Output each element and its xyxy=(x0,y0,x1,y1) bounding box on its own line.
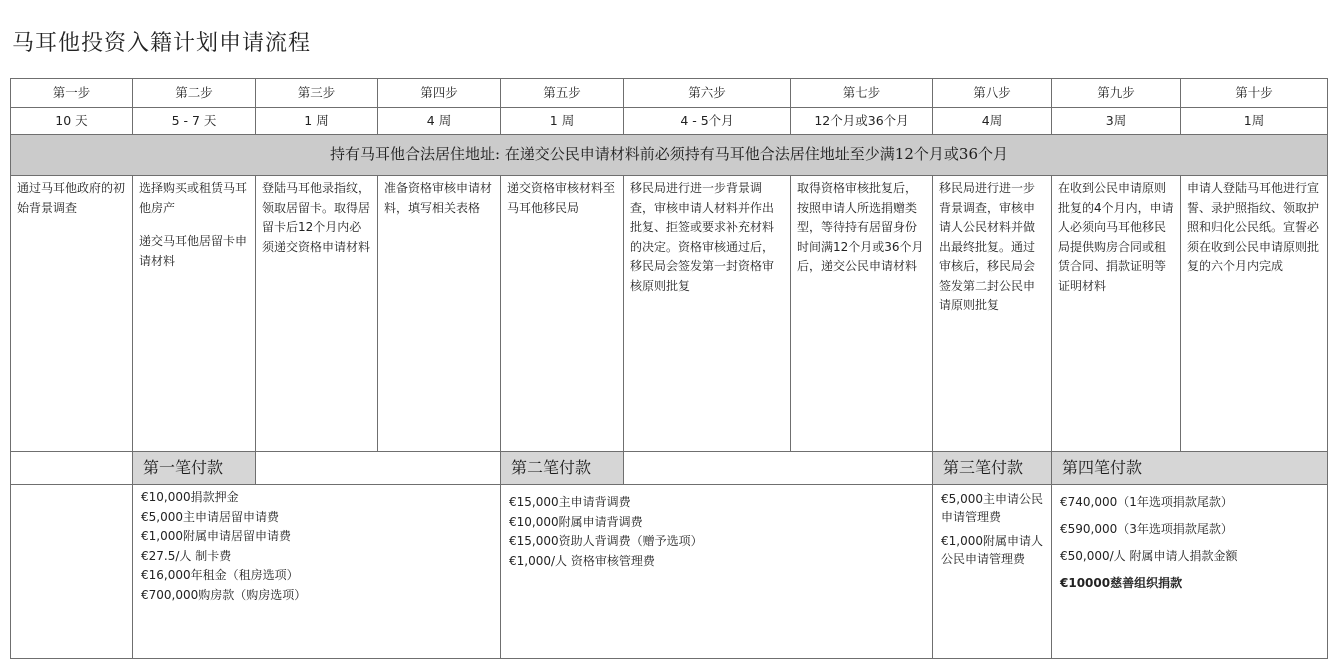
step-6-label: 第六步 xyxy=(624,79,791,108)
payment-4-item: €10000慈善组织捐款 xyxy=(1060,576,1183,590)
process-table xyxy=(10,78,1327,659)
payment-1-item: €5,000主申请居留申请费 xyxy=(141,509,279,524)
step-4-desc xyxy=(378,176,501,452)
step-2-desc xyxy=(133,176,256,452)
payment-4-label: 第四笔付款 xyxy=(1052,452,1328,485)
payment-1-details xyxy=(133,485,501,659)
step-8-duration: 4周 xyxy=(933,108,1052,135)
step-2-duration: 5 - 7 天 xyxy=(133,108,256,135)
step-7-label: 第七步 xyxy=(791,79,933,108)
payment-3-label: 第三笔付款 xyxy=(933,452,1052,485)
payment-1-label: 第一笔付款 xyxy=(133,452,256,485)
step-3-duration: 1 周 xyxy=(256,108,378,135)
payment-header-blank xyxy=(256,452,501,485)
payment-1-item: €700,000购房款（购房选项） xyxy=(141,587,307,602)
payment-header-blank xyxy=(624,452,933,485)
description-row xyxy=(11,176,1328,452)
residence-banner-row xyxy=(11,135,1328,176)
step-10-desc xyxy=(1181,176,1328,452)
payment-2-item: €1,000/人 资格审核管理费 xyxy=(509,553,655,568)
step-9-desc-text: 在收到公民申请原则批复的4个月内，申请人必须向马耳他移民局提供购房合同或租赁合同、捐款证明等证明材料 xyxy=(1058,181,1174,293)
step-8-desc-text: 移民局进行进一步背景调查，审核申请人公民材料并做出最终批复。通过审核后，移民局会签发第二封公民申请原则批复 xyxy=(939,181,1036,312)
step-4-duration: 4 周 xyxy=(378,108,501,135)
payment-3-details xyxy=(933,485,1052,659)
payment-detail-blank xyxy=(11,485,133,659)
payment-detail-row xyxy=(11,485,1328,659)
payment-2-details xyxy=(501,485,933,659)
step-4-label: 第四步 xyxy=(378,79,501,108)
payment-3-item: €5,000主申请公民申请管理费 xyxy=(941,492,1043,524)
step-9-duration: 3周 xyxy=(1052,108,1181,135)
page-title: 马耳他投资入籍计划申请流程 xyxy=(12,31,312,56)
payment-header-row xyxy=(11,452,1328,485)
payment-2-item: €10,000附属申请背调费 xyxy=(509,514,643,529)
step-9-desc xyxy=(1052,176,1181,452)
step-10-duration: 1周 xyxy=(1181,108,1328,135)
step-5-desc-text: 递交资格审核材料至马耳他移民局 xyxy=(507,181,616,215)
step-7-duration: 12个月或36个月 xyxy=(791,108,933,135)
payment-2-item: €15,000主申请背调费 xyxy=(509,495,631,509)
step-3-desc xyxy=(256,176,378,452)
step-8-desc xyxy=(933,176,1052,452)
step-2-desc-text-2: 递交马耳他居留卡申请材料 xyxy=(139,234,248,268)
step-9-label: 第九步 xyxy=(1052,79,1181,108)
step-6-desc-text: 移民局进行进一步背景调查，审核申请人材料并作出批复、拒签或要求补充材料的决定。资格审核通过后，移民局会签发第一封资格审核原则批复 xyxy=(630,181,775,293)
step-1-label: 第一步 xyxy=(11,79,133,108)
step-1-duration: 10 天 xyxy=(11,108,133,135)
step-2-desc-text-1: 选择购买或租赁马耳他房产 xyxy=(139,181,248,215)
step-7-desc-text: 取得资格审核批复后，按照申请人所选捐赠类型，等待持有居留身份时间满12个月或36个月后，递交公民申请材料 xyxy=(797,181,924,273)
step-3-label: 第三步 xyxy=(256,79,378,108)
payment-1-item: €16,000年租金（租房选项） xyxy=(141,568,299,582)
payment-4-item: €50,000/人 附属申请人捐款金额 xyxy=(1060,549,1238,563)
payment-2-item: €15,000资助人背调费（赠予选项） xyxy=(509,534,703,548)
step-2-label: 第二步 xyxy=(133,79,256,108)
step-5-duration: 1 周 xyxy=(501,108,624,135)
step-8-label: 第八步 xyxy=(933,79,1052,108)
duration-row xyxy=(11,108,1328,135)
payment-4-item: €740,000（1年选项捐款尾款） xyxy=(1060,495,1233,509)
step-10-label: 第十步 xyxy=(1181,79,1328,108)
step-1-desc xyxy=(11,176,133,452)
step-7-desc xyxy=(791,176,933,452)
step-header-row xyxy=(11,79,1328,108)
step-5-label: 第五步 xyxy=(501,79,624,108)
step-1-desc-text: 通过马耳他政府的初始背景调查 xyxy=(17,181,126,215)
payment-1-item: €1,000附属申请居留申请费 xyxy=(141,529,291,543)
payment-1-item: €27.5/人 制卡费 xyxy=(141,548,232,563)
payment-1-item: €10,000捐款押金 xyxy=(141,490,239,504)
step-3-desc-text: 登陆马耳他录指纹，领取居留卡。取得居留卡后12个月内必须递交资格申请材料 xyxy=(262,181,371,254)
payment-4-item: €590,000（3年选项捐款尾款） xyxy=(1060,522,1233,536)
step-4-desc-text: 准备资格审核申请材料，填写相关表格 xyxy=(384,181,493,215)
step-6-desc xyxy=(624,176,791,452)
payment-header-blank xyxy=(11,452,133,485)
step-10-desc-text: 申请人登陆马耳他进行宣誓、录护照指纹、领取护照和归化公民纸。宣誓必须在收到公民申请原则批复的六个月内完成 xyxy=(1187,181,1320,273)
payment-3-item: €1,000附属申请人公民申请管理费 xyxy=(941,534,1043,566)
payment-4-details xyxy=(1052,485,1328,659)
step-5-desc xyxy=(501,176,624,452)
step-6-duration: 4 - 5个月 xyxy=(624,108,791,135)
payment-2-label: 第二笔付款 xyxy=(501,452,624,485)
residence-banner: 持有马耳他合法居住地址: 在递交公民申请材料前必须持有马耳他合法居住地址至少满12个月或36个月 xyxy=(11,135,1328,176)
